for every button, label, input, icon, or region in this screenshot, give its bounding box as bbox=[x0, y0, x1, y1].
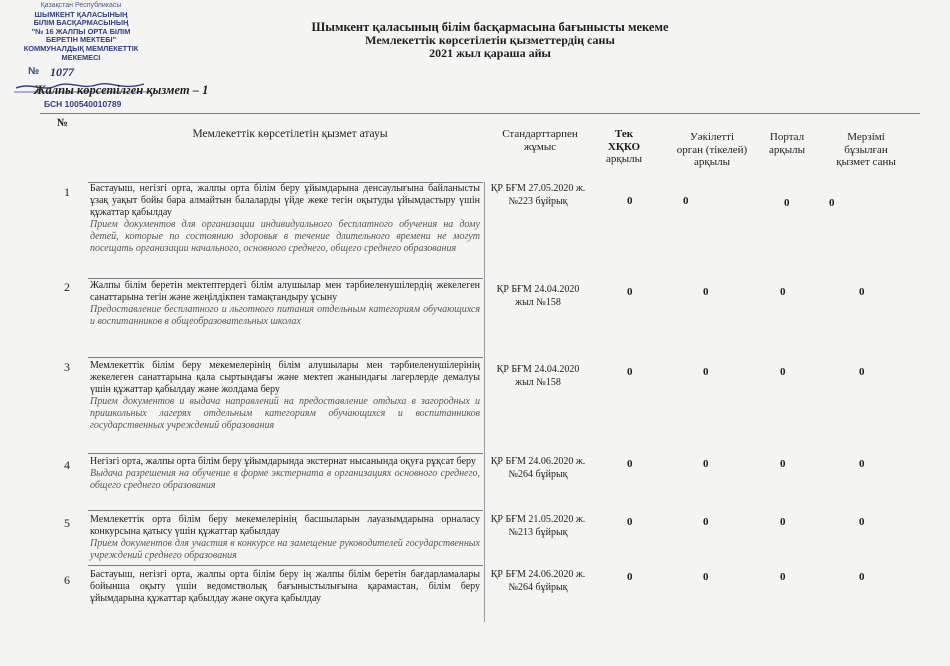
row-description-ru: Выдача разрешения на обучение в форме экстерната в организациях основного среднего, общего среднего образования bbox=[90, 468, 480, 491]
cell-portal: 0 bbox=[780, 286, 786, 298]
stamp-line: БЕРЕТІН МЕКТЕБІ" bbox=[45, 35, 117, 45]
row-standard: ҚР БҒМ 24.04.2020 жыл №158 bbox=[496, 364, 580, 388]
cell-overdue: 0 bbox=[859, 286, 865, 298]
cell-xkko: 0 bbox=[627, 458, 633, 470]
row-number: 2 bbox=[64, 280, 70, 294]
cell-xkko: 0 bbox=[627, 286, 633, 298]
row-rule bbox=[88, 357, 483, 358]
header-line-2: Мемлекеттік көрсетілетін қызметтердің саны bbox=[365, 33, 615, 47]
cell-portal: 0 bbox=[784, 197, 790, 209]
stamp-line: МЕКЕМЕСІ bbox=[61, 52, 101, 62]
row-number: 5 bbox=[64, 516, 70, 530]
cell-organ: 0 bbox=[703, 516, 709, 528]
row-description bbox=[90, 280, 480, 328]
stamp-number-value: 1077 bbox=[50, 65, 74, 79]
row-rule bbox=[88, 510, 483, 511]
col-header-portal: Портал арқылы bbox=[769, 131, 805, 156]
cell-organ: 0 bbox=[703, 286, 709, 298]
cell-portal: 0 bbox=[780, 571, 786, 583]
row-number: 6 bbox=[64, 573, 70, 587]
row-standard: ҚР БҒМ 24.06.2020 ж. №264 бұйрық bbox=[490, 456, 586, 480]
col-header-overdue: Мерзімі бұзылған қызмет саны bbox=[836, 131, 896, 168]
row-number: 1 bbox=[64, 185, 70, 199]
stamp-line: ШЫМКЕНТ ҚАЛАСЫНЫҢ bbox=[34, 9, 128, 19]
cell-overdue: 0 bbox=[859, 516, 865, 528]
cell-overdue: 0 bbox=[859, 458, 865, 470]
header-line-1: Шымкент қаласының білім басқармасына бағынысты мекеме bbox=[311, 20, 669, 34]
row-description bbox=[90, 183, 480, 255]
col-header-no: № bbox=[57, 117, 69, 129]
row-rule bbox=[88, 278, 483, 279]
col-header-xkko bbox=[604, 128, 644, 166]
cell-portal: 0 bbox=[780, 516, 786, 528]
stamp-line: БІЛІМ БАСҚАРМАСЫНЫҢ bbox=[33, 18, 129, 28]
cell-organ: 0 bbox=[703, 458, 709, 470]
stamp-number-label: № bbox=[28, 66, 40, 77]
row-description bbox=[90, 569, 480, 605]
cell-xkko: 0 bbox=[627, 366, 633, 378]
cell-xkko: 0 bbox=[627, 516, 633, 528]
col-header-name: Мемлекеттік көрсетілетін қызмет атауы bbox=[192, 128, 388, 140]
col-header-standard: Стандарттарпен жұмыс bbox=[502, 128, 578, 153]
cell-organ: 0 bbox=[703, 366, 709, 378]
cell-portal: 0 bbox=[780, 458, 786, 470]
row-standard: ҚР БҒМ 27.05.2020 ж. №223 бұйрық bbox=[490, 183, 586, 207]
row-rule bbox=[88, 565, 483, 566]
cell-portal: 0 bbox=[780, 366, 786, 378]
cell-overdue: 0 bbox=[829, 197, 835, 209]
row-description-kk: Мемлекеттік білім беру мекемелерінің білім алушылары мен тәрбиеленушілерінің жекелеген санаттарына қала сыртындағы және мектеп жанындағы лагерлерде демалуы үшін құжаттар қабылдау және жолдама беру bbox=[90, 360, 480, 395]
row-rule bbox=[88, 453, 483, 454]
row-description-ru: Предоставление бесплатного и льготного питания отдельным категориям обучающихся и воспитанников в общеобразовательных школах bbox=[90, 304, 480, 327]
row-standard: ҚР БҒМ 24.06.2020 ж. №264 бұйрық bbox=[490, 569, 586, 593]
cell-xkko: 0 bbox=[627, 195, 633, 207]
stamp-line: Қазақстан Республикасы bbox=[40, 2, 122, 9]
col-header-organ: Уәкілетті орган (тікелей) арқылы bbox=[676, 131, 748, 168]
row-description bbox=[90, 360, 480, 432]
col-header-xkko-title: Тек ХҚКО bbox=[607, 128, 641, 153]
row-standard: ҚР БҒМ 21.05.2020 ж. №213 бұйрық bbox=[490, 514, 586, 538]
cell-organ: 0 bbox=[703, 571, 709, 583]
document-header bbox=[250, 20, 730, 60]
stamp-bin: БСН 100540010789 bbox=[44, 99, 122, 109]
row-description-ru: Прием документов для организации индивидуального бесплатного обучения на дому детей, которые по состоянию здоровья в течение длительного времени не могут посещать организации начального, основного среднего, общего среднего образования bbox=[90, 219, 480, 254]
services-total: Жалпы көрсетілген қызмет – 1 bbox=[34, 83, 209, 97]
row-standard: ҚР БҒМ 24.04.2020 жыл №158 bbox=[496, 284, 580, 308]
row-description-kk: Бастауыш, негізгі орта, жалпы орта білім беру ұйымдарына денсаулығына байланысты ұзақ уақыт бойы бара алмайтын балаларды үйде жеке тегін оқытуды ұйымдастыру үшін құжаттар қабылдау bbox=[90, 183, 480, 218]
stamp-line: "№ 16 ЖАЛПЫ ОРТА БІЛІМ bbox=[31, 26, 131, 36]
row-description-ru: Прием документов для участия в конкурсе на замещение руководителей государственных учреждений среднего образования bbox=[90, 538, 480, 561]
row-description bbox=[90, 514, 480, 562]
row-description-kk: Негізгі орта, жалпы орта білім беру ұйымдарында экстернат нысанында оқуға рұқсат беру bbox=[90, 456, 476, 467]
row-number: 4 bbox=[64, 458, 70, 472]
cell-xkko: 0 bbox=[627, 571, 633, 583]
cell-overdue: 0 bbox=[859, 571, 865, 583]
row-number: 3 bbox=[64, 360, 70, 374]
column-divider bbox=[484, 182, 485, 622]
row-description bbox=[90, 456, 480, 492]
stamp-line: КОММУНАЛДЫҚ МЕМЛЕКЕТТІК bbox=[23, 43, 139, 53]
row-description-kk: Мемлекеттік орта білім беру мекемелерінің басшыларын лауазымдарына орналасу конкурсына қатысу үшін құжаттар қабылдау bbox=[90, 514, 480, 537]
cell-organ: 0 bbox=[683, 195, 689, 207]
table-top-rule bbox=[40, 113, 920, 114]
col-header-xkko-sub: арқылы bbox=[606, 153, 642, 165]
header-line-3: 2021 жыл қараша айы bbox=[429, 46, 551, 60]
cell-overdue: 0 bbox=[859, 366, 865, 378]
row-description-ru: Прием документов и выдача направлений на предоставление отдыха в загородных и пришкольных лагерях отдельным категориям обучающихся и воспитанников государственных учреждений образования bbox=[90, 396, 480, 431]
row-description-kk: Бастауыш, негізгі орта, жалпы орта білім беру ің жалпы білім беретін бағдарламалары бойынша оқыту үшін ведомстволық бағыныстылығына қарамастан, білім беру ұйымдарына құжаттар қабылдау және оқуға қабылдау bbox=[90, 569, 480, 604]
row-description-kk: Жалпы білім беретін мектептердегі білім алушылар мен тәрбиеленушілердің жекелеген санаттарына тегін және жеңілдікпен тамақтандыру ұсыну bbox=[90, 280, 480, 303]
